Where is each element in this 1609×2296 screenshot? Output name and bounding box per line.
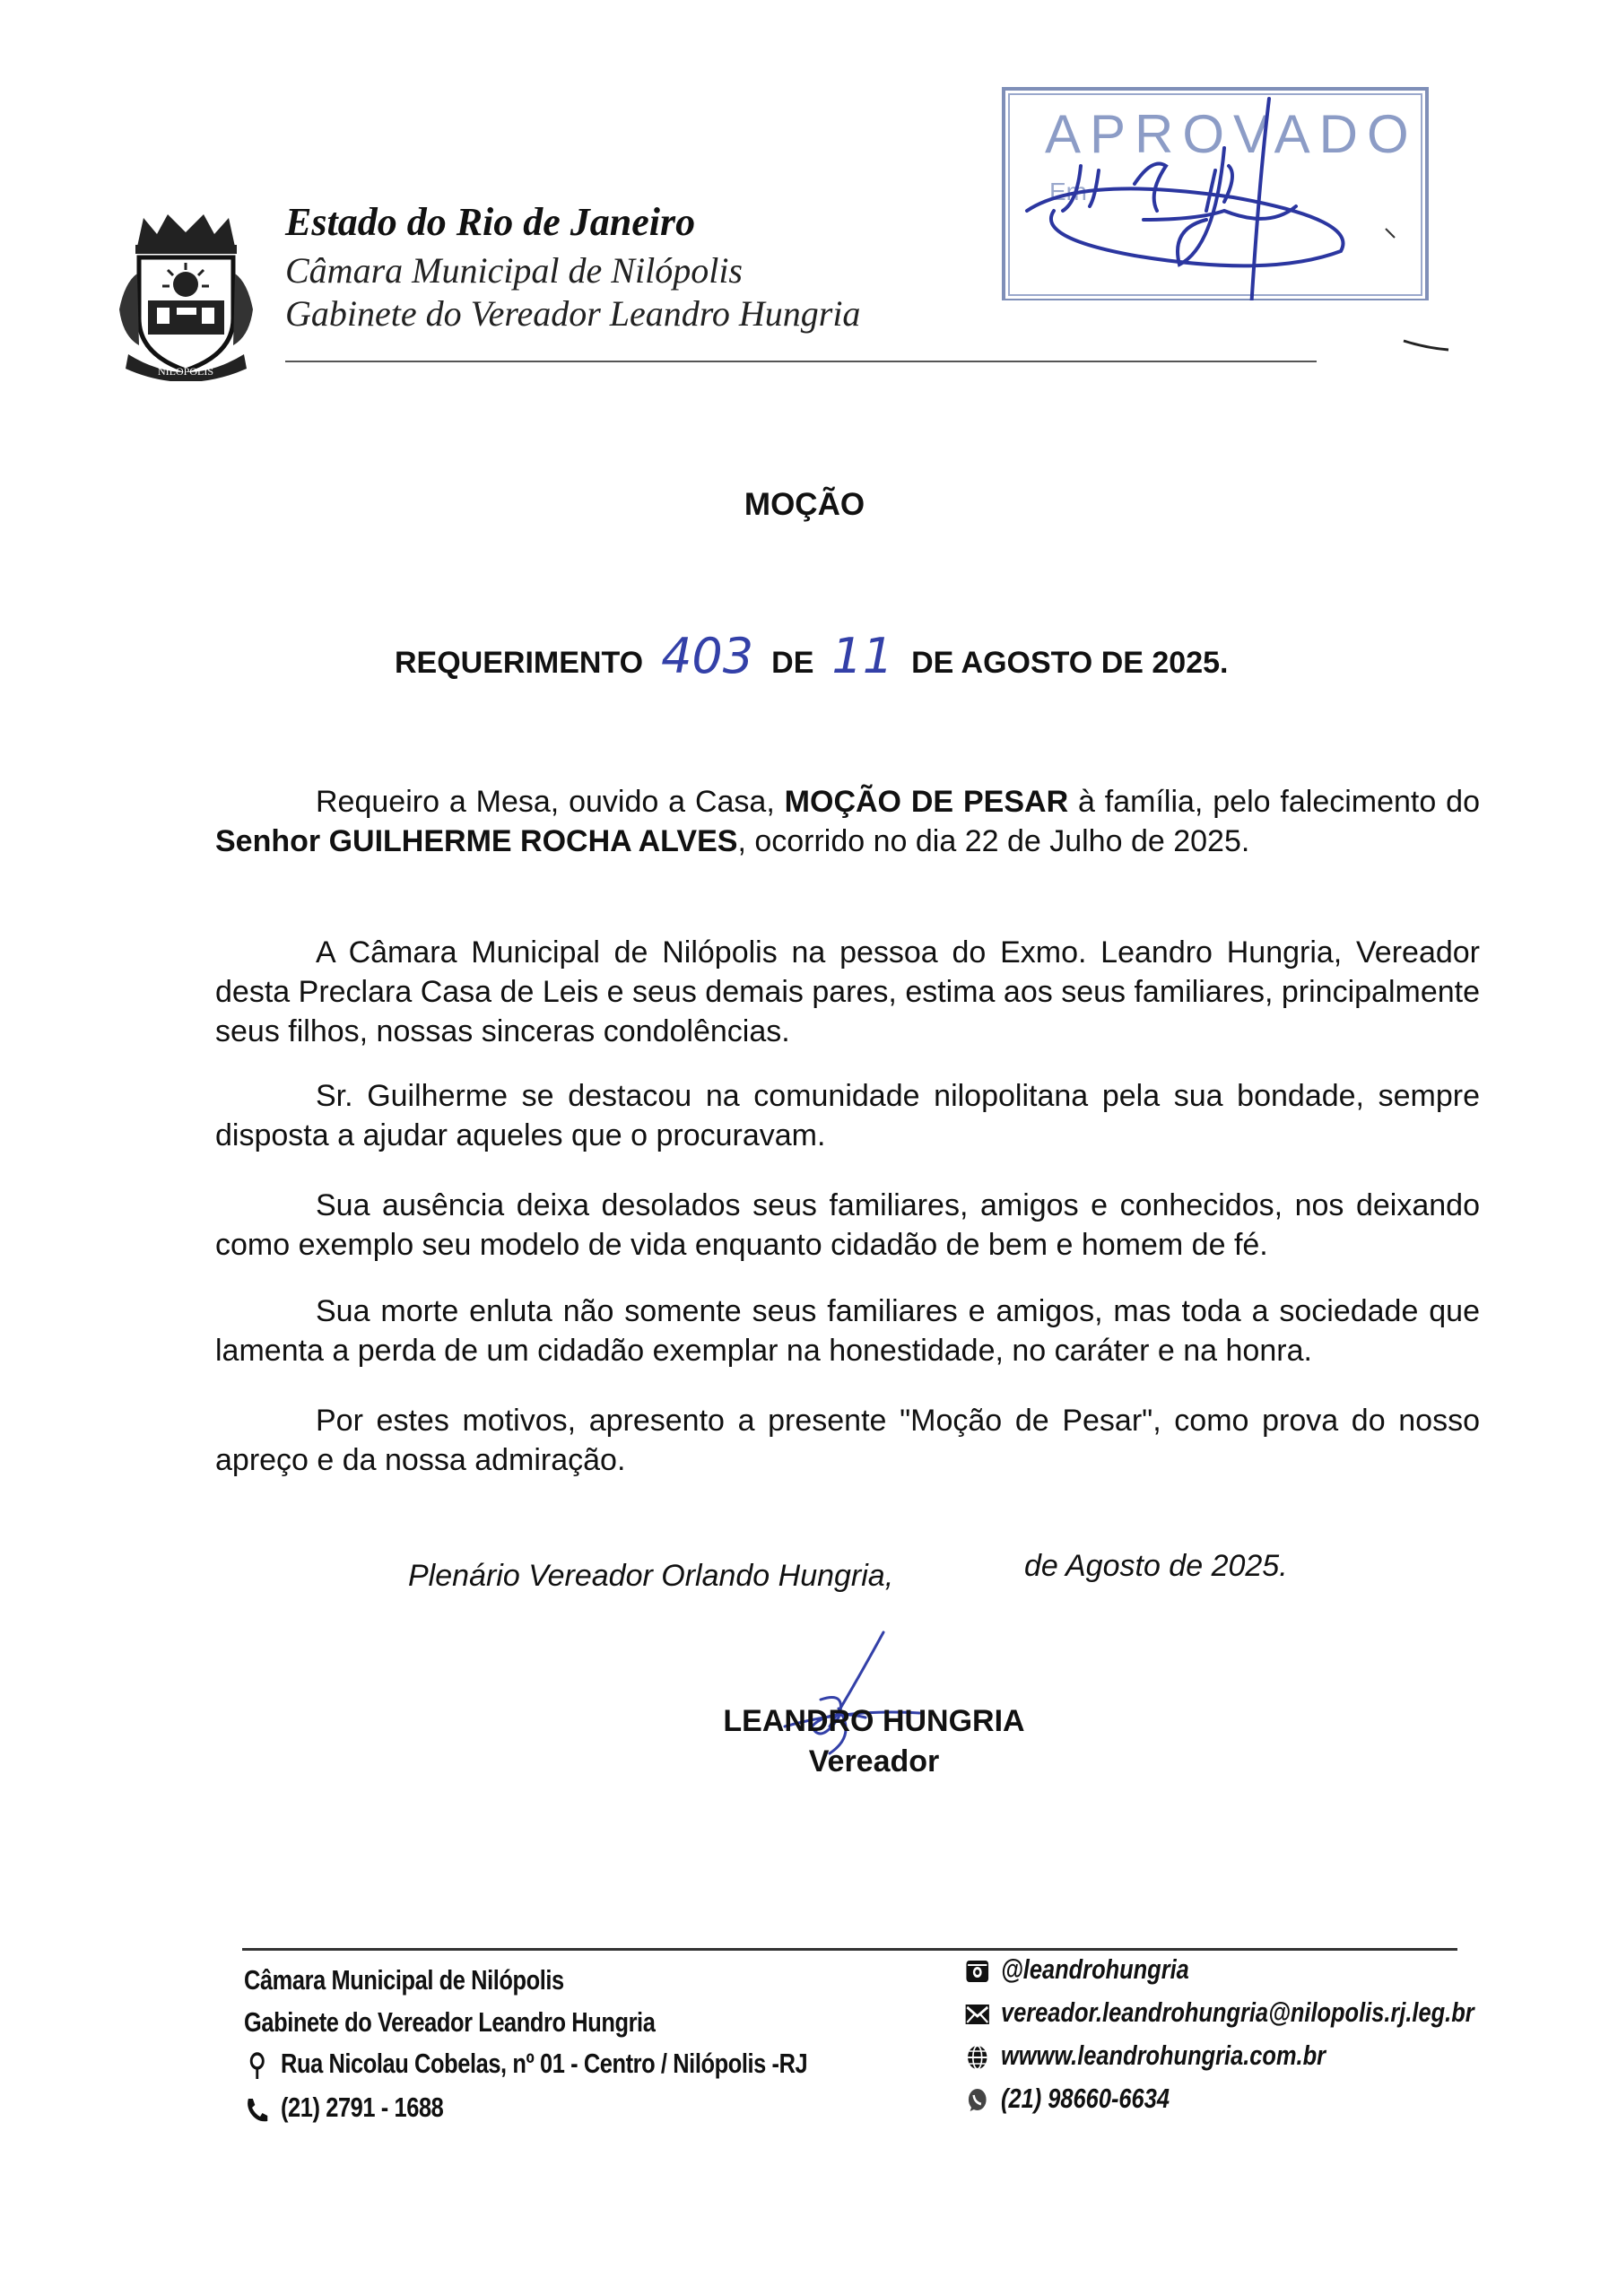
footer-chamber: Câmara Municipal de Nilópolis	[244, 1964, 564, 1996]
header-divider	[285, 361, 1317, 362]
paragraph-3	[215, 1076, 1480, 1155]
footer-email-row	[964, 1996, 1474, 2029]
p1-text-c: à família, pelo falecimento do	[1068, 785, 1480, 819]
requerimento-line	[395, 628, 1228, 684]
header-chamber: Câmara Municipal de Nilópolis	[285, 250, 743, 291]
scan-marks	[1399, 332, 1471, 368]
footer-address: Rua Nicolau Cobelas, nº 01 - Centro / Nilópolis -RJ	[281, 2048, 808, 2079]
email-icon	[964, 2000, 991, 2029]
footer-phone: (21) 2791 - 1688	[281, 2092, 444, 2123]
paragraph-1	[215, 782, 1480, 861]
footer-address-row	[244, 2048, 807, 2080]
p1-text-e: , ocorrido no dia 22 de Julho de 2025.	[737, 824, 1250, 858]
whatsapp-icon	[964, 2086, 991, 2115]
p2-text: A Câmara Municipal de Nilópolis na pessoa do Exmo. Leandro Hungria, Vereador desta Preclara Casa de Leis e seus demais pares, estima aos seus familiares, principalmente seus filhos, nossas sinceras condolências.	[215, 935, 1480, 1048]
footer-instagram: @leandrohungria	[1001, 1953, 1189, 1985]
stamp-date-prefix: Em	[1049, 178, 1087, 205]
footer-whatsapp-row	[964, 2083, 1170, 2115]
footer-whatsapp: (21) 98660-6634	[1001, 2083, 1170, 2114]
req-de: DE	[771, 646, 814, 680]
req-day-handwritten: 11	[831, 628, 894, 684]
approval-stamp	[1000, 85, 1431, 300]
paragraph-5	[215, 1292, 1480, 1370]
paragraph-4	[215, 1186, 1480, 1265]
p6-text: Por estes motivos, apresento a presente "Moção de Pesar", como prova do nosso apreço e da nossa admiração.	[215, 1404, 1480, 1477]
paragraph-6	[215, 1401, 1480, 1480]
crest-ribbon-text: NILOPOLIS	[158, 365, 213, 378]
municipal-crest-logo	[112, 211, 260, 381]
p5-text: Sua morte enluta não somente seus familiares e amigos, mas toda a sociedade que lamenta a perda de um cidadão exemplar na honestidade, no caráter e na honra.	[215, 1294, 1480, 1368]
footer-website-row	[964, 2039, 1326, 2072]
signer-role: Vereador	[808, 1744, 940, 1779]
header-state: Estado do Rio de Janeiro	[285, 200, 696, 244]
stamp-text: APROVADO	[1045, 104, 1418, 164]
paragraph-2	[215, 933, 1480, 1051]
req-number-handwritten: 403	[661, 628, 754, 684]
footer-email: vereador.leandrohungria@nilopolis.rj.leg.br	[1001, 1996, 1474, 2028]
instagram-icon	[964, 1957, 991, 1986]
p1-text-a: Requeiro a Mesa, ouvido a Casa,	[316, 785, 785, 819]
signer-name: LEANDRO HUNGRIA	[723, 1704, 1025, 1738]
closing-place: Plenário Vereador Orlando Hungria,	[408, 1559, 894, 1593]
p1-bold-name: Senhor GUILHERME ROCHA ALVES	[215, 824, 738, 858]
handwritten-signature	[776, 1628, 928, 1762]
footer-website: wwww.leandrohungria.com.br	[1001, 2039, 1326, 2071]
req-label: REQUERIMENTO	[395, 646, 644, 680]
req-month-year: DE AGOSTO DE 2025.	[911, 646, 1229, 680]
location-pin-icon	[244, 2051, 271, 2080]
globe-icon	[964, 2043, 991, 2072]
footer-instagram-row	[964, 1953, 1189, 1986]
p3-text: Sr. Guilherme se destacou na comunidade nilopolitana pela sua bondade, sempre disposta a ajudar aqueles que o procuravam.	[215, 1079, 1480, 1152]
header-office: Gabinete do Vereador Leandro Hungria	[285, 293, 861, 334]
p1-bold-mocao: MOÇÃO DE PESAR	[784, 785, 1069, 819]
footer-divider	[242, 1948, 1457, 1951]
footer-phone-row	[244, 2092, 443, 2124]
document-title: MOÇÃO	[744, 487, 865, 522]
phone-icon	[244, 2095, 271, 2124]
p4-text: Sua ausência deixa desolados seus familiares, amigos e conhecidos, nos deixando como exemplo seu modelo de vida enquanto cidadão de bem e homem de fé.	[215, 1188, 1480, 1262]
closing-date: de Agosto de 2025.	[1024, 1549, 1288, 1583]
footer-office: Gabinete do Vereador Leandro Hungria	[244, 2006, 656, 2038]
